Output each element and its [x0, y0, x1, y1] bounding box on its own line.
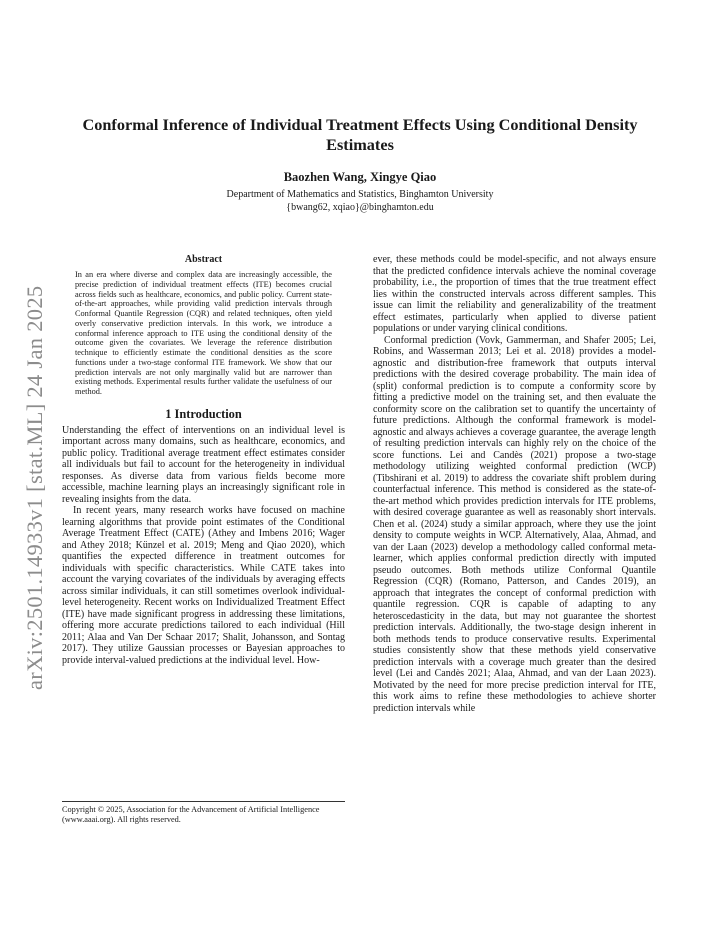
intro-paragraph-2-continued [373, 254, 656, 335]
paper-title: Conformal Inference of Individual Treatment Effects Using Conditional Density Estimates [82, 115, 638, 154]
copyright-footnote: Copyright © 2025, Association for the Advancement of Artificial Intelligence (www.aaai.org). All rights reserved. [62, 801, 345, 825]
intro-paragraph-1: Understanding the effect of interventions on an individual level is important across many domains, such as healthcare, economics, and public policy. Traditional average treatment effect estimates consider all individuals but fail to account for the heterogeneity in individual responses. As diverse data from various fields become more accessible, machine learning plays an increasingly significant role in revealing insights from the data. [62, 424, 345, 505]
paper-authors: Baozhen Wang, Xingye Qiao [283, 170, 437, 184]
intro-paragraph-2-start: In recent years, many research works have focused on machine learning algorithms that provide point estimates of the Conditional Average Treatment Effect (CATE) (Athey and Imbens 2016; Wager and Athey 2018; Künzel et al. 2019; Meng and Qiao 2020), which quantifies the expected difference in treatment outcomes for individuals with specific characteristics. While CATE takes into account the varying covariates of the individuals by averaging effects across similar individuals, it can still sometimes overlook individual-level heterogeneity. Recent works on Individualized Treatment Effect (ITE) have made significant progress in addressing these limitations, offering more accurate predictions tailored to each individual (Hill 2011; Alaa and Van Der Schaar 2017; Shalit, Johansson, and Sontag 2017). They utilize Gaussian processes or Bayesian approaches to provide interval-valued predictions at the individual level. How- [62, 505, 345, 666]
introduction-heading: 1 Introduction [165, 406, 242, 421]
left-column [62, 254, 345, 666]
author-affiliation [60, 189, 660, 214]
affiliation-text: Department of Mathematics and Statistics, Binghamton University [226, 189, 494, 200]
author-email: {bwang62, xqiao}@binghamton.edu [286, 201, 434, 213]
abstract-text: In an era where diverse and complex data are increasingly accessible, the precise prediction of individual treatment effects (ITE) becomes crucial across fields such as healthcare, economics, and public policy. Current state-of-the-art approaches, while providing valid prediction intervals through Conformal Quantile Regression (CQR) and related techniques, often yield overly conservative prediction intervals. In this work, we introduce a conformal inference approach to ITE using the conditional density of the outcome given the covariates. We leverage the reference distribution technique to efficiently estimate the conditional densities as the score functions under a two-stage conformal ITE framework. We show that our prediction intervals are not only marginally valid but are narrower than existing methods. Experimental results further validate the usefulness of our method. [75, 270, 332, 396]
intro-paragraph-2 [62, 505, 345, 666]
intro-paragraph-3: Conformal prediction (Vovk, Gammerman, and Shafer 2005; Lei, Robins, and Wasserman 2013; Lei et al. 2018) provides a model-agnostic and distribution-free framework that outputs interval predictions with the desired coverage probability. The main idea of (split) conformal prediction is to compute a conformity score by fitting a predictive model on the training set, and then evaluate the conformity score on the calibration set to quantify the uncertainty of future predictions. Although the conformal framework is model-agnostic and always achieves a coverage guarantee, the average length of resulting prediction intervals can highly rely on the choice of the score functions. Lei and Candès (2021) propose a two-stage methodology utilizing weighted conformal prediction (WCP) (Tibshirani et al. 2019) to address the covariate shift problem during counterfactual inference. This method is considered as the state-of-the-art method which provides prediction intervals for ITE problems, with desired coverage guarantee as well as reasonably short intervals. Chen et al. (2024) study a similar approach, where they use the joint density to compute weights in WCP. Alternatively, Alaa, Ahmad, and van der Laan (2023) develop a methodology called conformal meta-learner, which applies conformal prediction directly with imputed pseudo outcomes. Both methods utilize Conformal Quantile Regression (CQR) (Romano, Patterson, and Candes 2019), an approach that integrates the concept of conformal prediction with quantile regression. CQR is capable of adapting to any heteroscedasticity in the data, but may not guarantee the shortest prediction intervals. Additionally, the two-stage design inherent in both methods tends to produce conservative results. Experimental studies consistently show that these methods yield conservative prediction intervals with a coverage much greater than the desired level (Lei and Candès 2021; Alaa, Ahmad, and van der Laan 2023). Motivated by the need for more precise prediction interval for ITE, this work aims to refine these methodologies to achieve shorter prediction intervals while [373, 334, 656, 714]
right-column [373, 254, 656, 714]
arxiv-identifier: arXiv:2501.14933v1 [stat.ML] 24 Jan 2025 [22, 285, 47, 690]
intro-paragraph-2-end: ever, these methods could be model-specific, and not always ensure that the predicted confidence intervals achieve the nominal coverage probability, i.e., the proportion of times that the true treatment effect lies within the constructed intervals across different samples. This issue can limit the reliability and generalizability of the treatment effect estimates, particularly when applied to diverse patient populations or under varying clinical conditions. [373, 254, 656, 334]
abstract-heading: Abstract [184, 254, 223, 265]
